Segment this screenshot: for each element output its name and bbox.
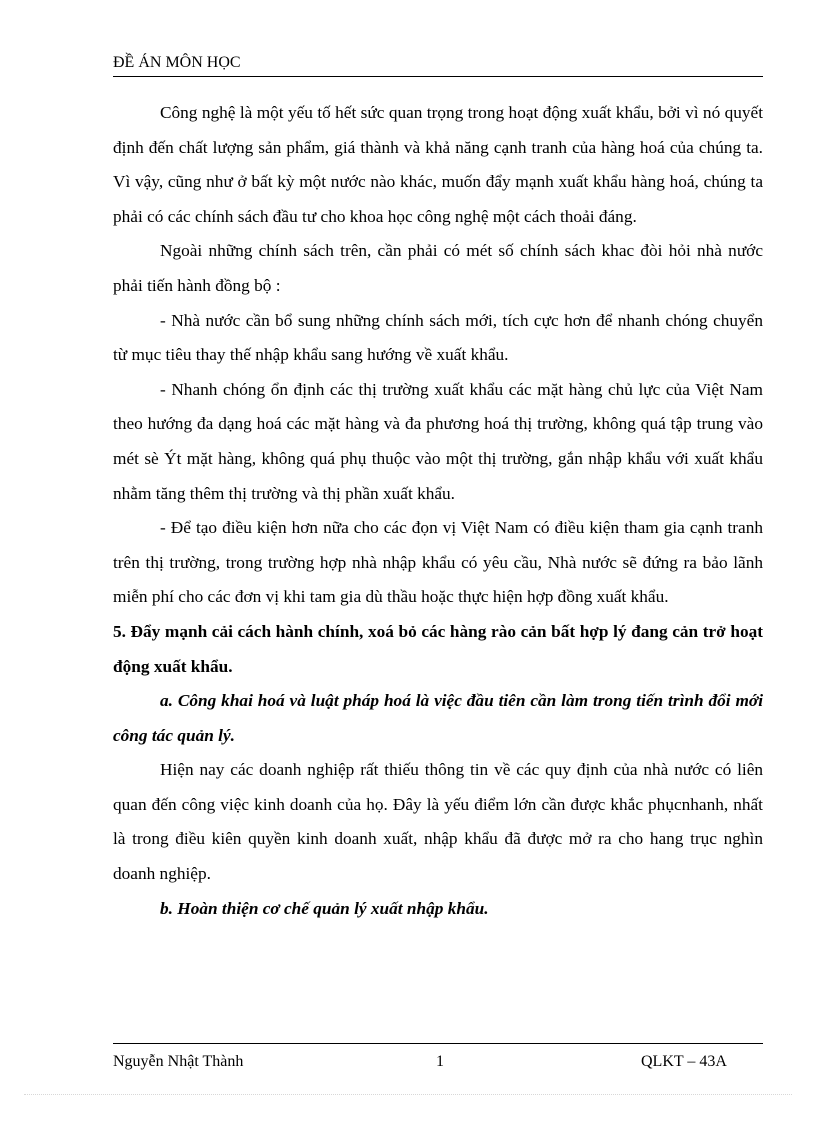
paragraph-other-policies: Ngoài những chính sách trên, cần phải có mét số chính sách khac đòi hỏi nhà nước phải tiến hành đồng bộ : (113, 241, 763, 295)
section-5-heading: 5. Đẩy mạnh cải cách hành chính, xoá bỏ các hàng rào cản bất hợp lý đang cản trở hoạt động xuất khẩu. (113, 621, 763, 676)
page-body (113, 96, 763, 926)
subsection-b-heading: b. Hoàn thiện cơ chế quản lý xuất nhập khẩu. (160, 898, 489, 918)
bullet-guarantee: - Để tạo điều kiện hơn nữa cho các đọn vị Việt Nam có điều kiện tham gia cạnh tranh trên thị trường, trong trường hợp nhà nhập khẩu có yêu cầu, Nhà nước sẽ đứng ra bảo lãnh miễn phí cho các đơn vị khi tam gia dù thầu hoặc thực hiện hợp đồng xuất khẩu. (113, 518, 763, 607)
footer-page-number: 1 (436, 1053, 444, 1070)
footer-divider (113, 1043, 763, 1044)
paragraph-technology: Công nghệ là một yếu tố hết sức quan trọng trong hoạt động xuất khẩu, bởi vì nó quyết định đến chất lượng sản phẩm, giá thành và khả năng cạnh tranh của hàng hoá của chúng ta. Vì vậy, cũng như ở bất kỳ một nước nào khác, muốn đẩy mạnh xuất khẩu hàng hoá, chúng ta phải có các chính sách đầu tư cho khoa học công nghệ một cách thoải đáng. (113, 103, 763, 226)
bullet-new-policies: - Nhà nước cần bổ sung những chính sách mới, tích cực hơn để nhanh chóng chuyển từ mục tiêu thay thế nhập khẩu sang hướng về xuất khẩu. (113, 310, 763, 365)
page-bottom-dotted-edge (24, 1094, 792, 1095)
page-footer (113, 1050, 763, 1074)
header-title: ĐỀ ÁN MÔN HỌC (113, 54, 241, 71)
footer-class-code: QLKT – 43A (641, 1053, 727, 1070)
footer-author: Nguyễn Nhật Thành (113, 1053, 244, 1070)
bullet-stabilize-markets: - Nhanh chóng ổn định các thị trường xuất khẩu các mặt hàng chủ lực của Việt Nam theo hướng đa dạng hoá các mặt hàng và đa phương hoá thị trường, không quá tập trung vào mét sè Ýt mặt hàng, không quá phụ thuộc vào một thị trường, gắn nhập khẩu với xuất khẩu nhằm tăng thêm thị trường và thị phần xuất khẩu. (113, 379, 763, 503)
subsection-a-heading: a. Công khai hoá và luật pháp hoá là việc đầu tiên cần làm trong tiến trình đổi mới công tác quản lý. (113, 691, 763, 745)
page-header (113, 50, 763, 77)
paragraph-information: Hiện nay các doanh nghiệp rất thiếu thông tin về các quy định của nhà nước có liên quan đến công việc kinh doanh của họ. Đây là yếu điểm lớn cần được khắc phụcnhanh, nhất là trong điều kiên quyền kinh doanh xuất, nhập khẩu đã được mở ra cho hang trục nghìn doanh nghiệp. (113, 760, 763, 884)
